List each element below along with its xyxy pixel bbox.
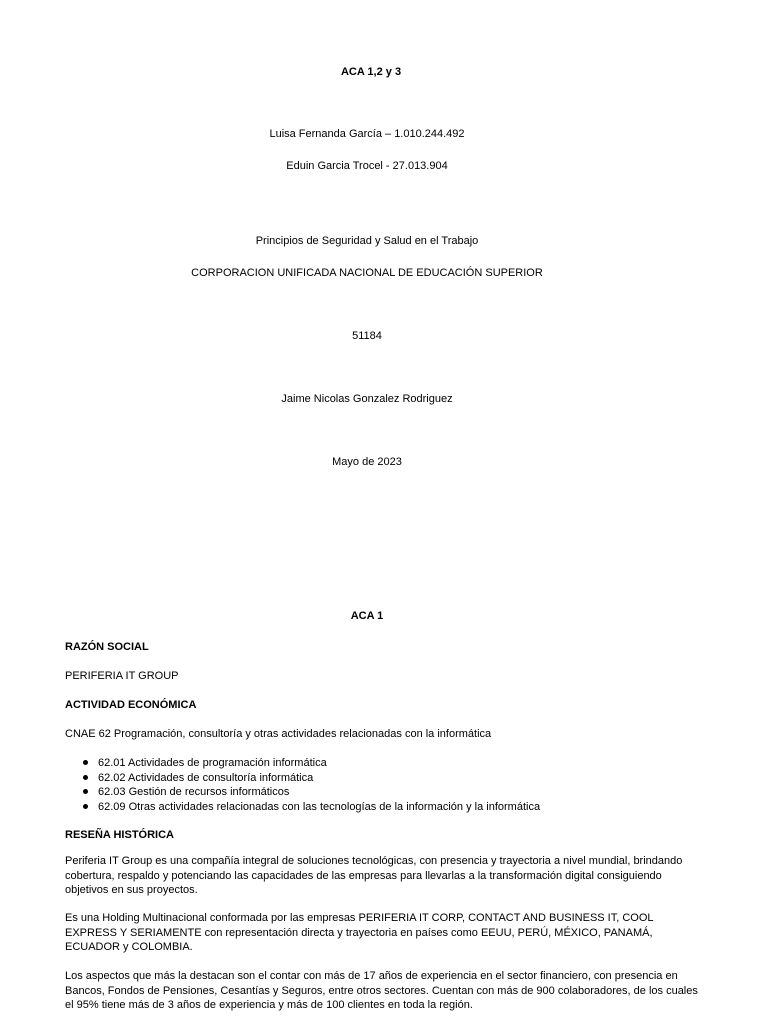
document-date: Mayo de 2023 bbox=[332, 456, 402, 468]
list-item: 62.02 Actividades de consultoría informática bbox=[98, 771, 540, 786]
bullet-icon bbox=[83, 760, 88, 765]
section-heading-aca1: ACA 1 bbox=[350, 610, 384, 622]
cnae-description: CNAE 62 Programación, consultoría y otras actividades relacionadas con la informática bbox=[65, 728, 492, 740]
author-1: Luisa Fernanda García – 1.010.244.492 bbox=[269, 128, 465, 140]
razon-social-value: PERIFERIA IT GROUP bbox=[65, 670, 179, 682]
teacher-name: Jaime Nicolas Gonzalez Rodriguez bbox=[281, 393, 453, 405]
course-name: Principios de Seguridad y Salud en el Trabajo bbox=[255, 235, 479, 247]
institution-name: CORPORACION UNIFICADA NACIONAL DE EDUCACIÓN SUPERIOR bbox=[191, 267, 543, 279]
bullet-icon bbox=[83, 804, 88, 809]
paragraph-2: Es una Holding Multinacional conformada por las empresas PERIFERIA IT CORP, CONTACT AND BUSINESS IT, COOL EXPRESS Y SERIAMENTE con representación directa y trayectoria en países como EEUU, PERÚ, MÉXICO, PANAMÁ, ECUADOR y COLOMBIA. bbox=[65, 912, 654, 953]
razon-social-heading: RAZÓN SOCIAL bbox=[65, 641, 149, 653]
paragraph-3: Los aspectos que más la destacan son el contar con más de 17 años de experiencia en el sector financiero, con presencia en Bancos, Fondos de Pensiones, Cesantías y Seguros, entre otros sectores. Cuentan con más de 900 colaboradores, de los cuales el 95% tiene más de 3 años de experiencia y más de 100 clientes en toda la región. bbox=[65, 970, 698, 1011]
course-code: 51184 bbox=[352, 330, 382, 342]
author-2: Eduin Garcia Trocel - 27.013.904 bbox=[286, 160, 448, 172]
list-item: 62.09 Otras actividades relacionadas con las tecnologías de la información y la informática bbox=[98, 800, 540, 815]
cover-title: ACA 1,2 y 3 bbox=[340, 66, 402, 78]
list-item: 62.03 Gestión de recursos informáticos bbox=[98, 785, 540, 800]
resena-historica-heading: RESEÑA HISTÓRICA bbox=[65, 829, 174, 841]
paragraph-1: Periferia IT Group es una compañía integral de soluciones tecnológicas, con presencia y trayectoria a nivel mundial, brindando cobertura, respaldo y potenciando las capacidades de las empresas para llevarlas a la transformación digital consiguiendo objetivos en sus proyectos. bbox=[65, 855, 683, 896]
activities-list bbox=[65, 756, 540, 814]
actividad-economica-heading: ACTIVIDAD ECONÓMICA bbox=[65, 699, 197, 711]
bullet-icon bbox=[83, 789, 88, 794]
list-item: 62.01 Actividades de programación informática bbox=[98, 756, 540, 771]
bullet-icon bbox=[83, 775, 88, 780]
